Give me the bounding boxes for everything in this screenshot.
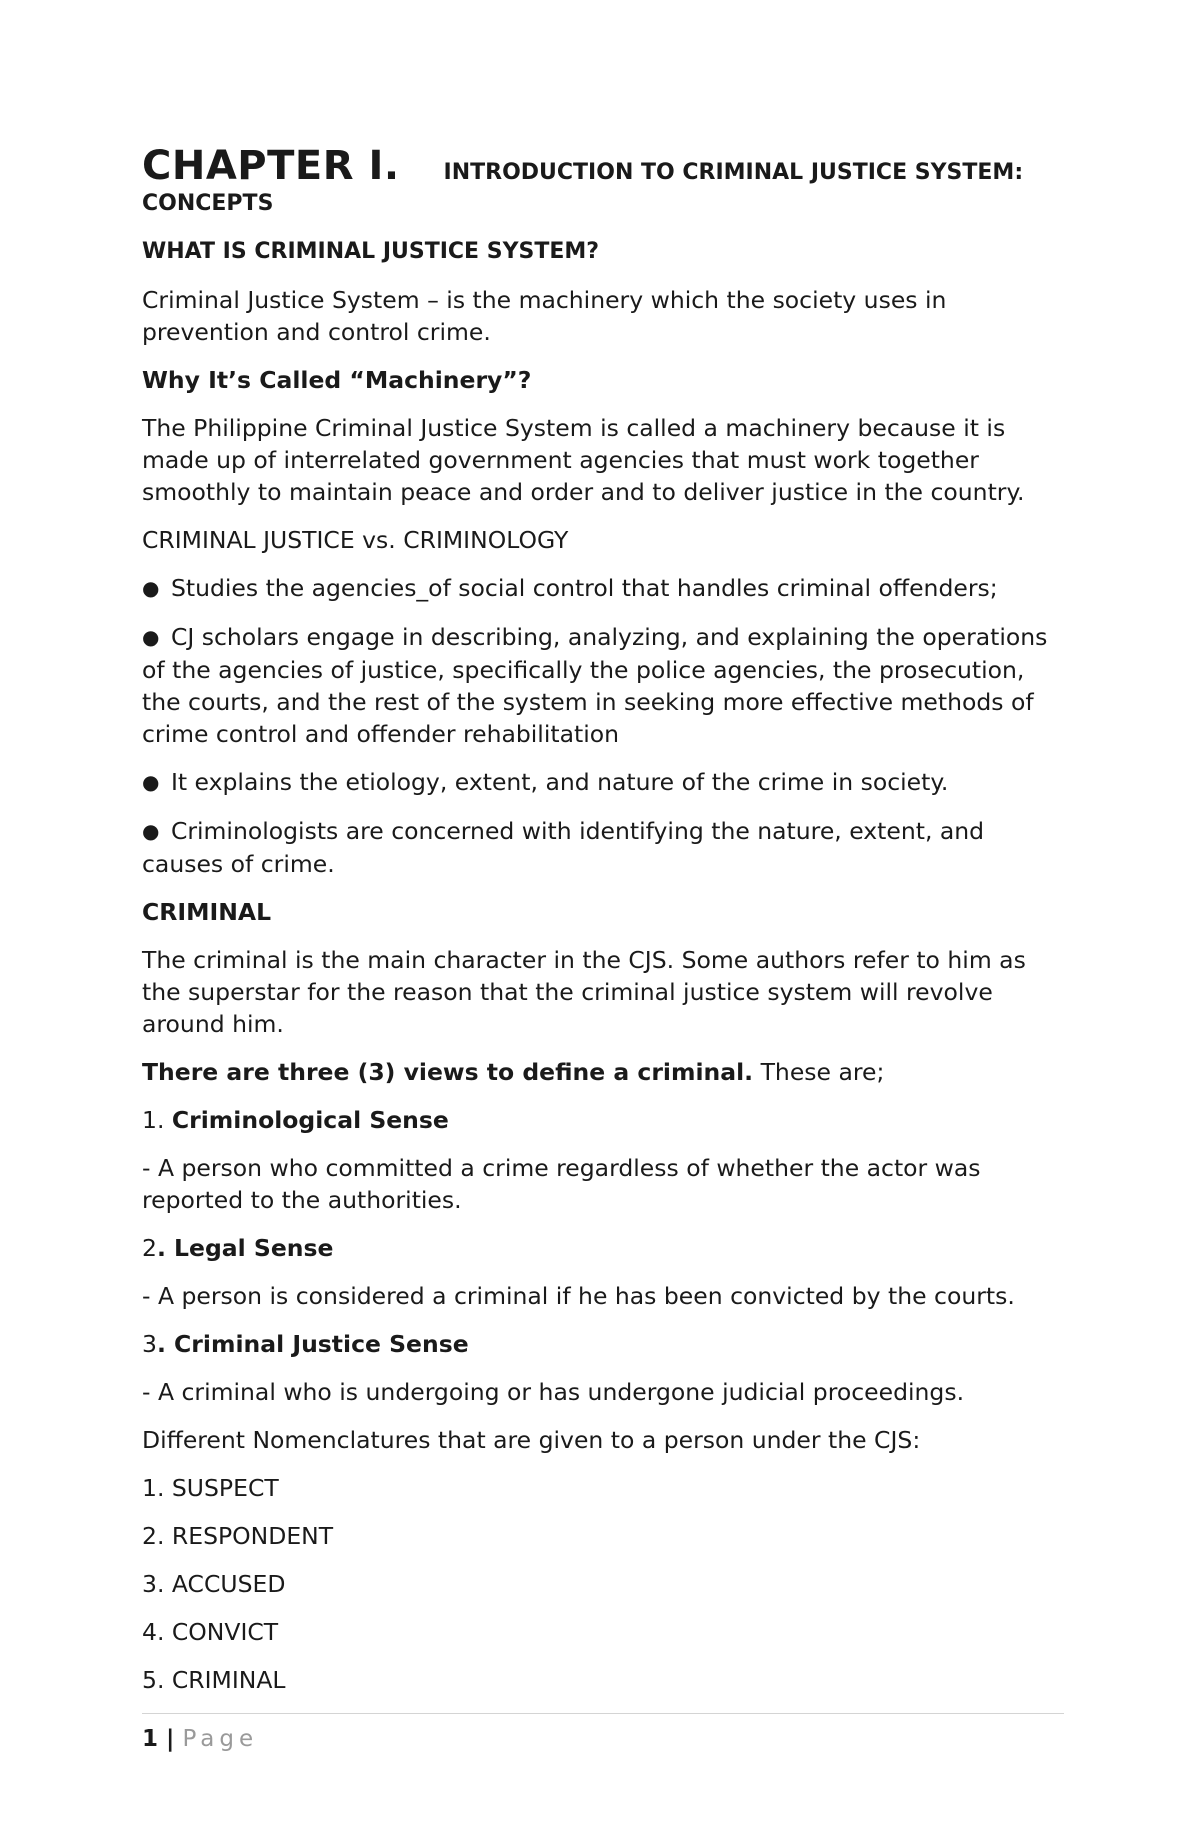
views-intro [142,1056,1064,1088]
page-word: Page [182,1726,259,1752]
bullet-item [142,621,1064,750]
view-title [142,1232,1064,1264]
views-intro-bold: There are three (3) views to define a criminal. [142,1058,754,1086]
bullet-item [142,815,1064,880]
page-separator: | [158,1726,183,1752]
page-footer [142,1713,1064,1752]
nomenclature-item: 5. CRIMINAL [142,1666,286,1694]
view-number: 1. [142,1106,172,1134]
nomenclature-item: 2. RESPONDENT [142,1522,334,1550]
view-description: - A criminal who is undergoing or has undergone judicial proceedings. [142,1378,965,1406]
section-heading-what-is: WHAT IS CRIMINAL JUSTICE SYSTEM? [142,239,600,264]
section-heading-why: Why It’s Called “Machinery”? [142,366,532,394]
nomenclature-item: 3. ACCUSED [142,1570,286,1598]
view-number: 3 [142,1330,157,1358]
cj-vs-criminology-heading: CRIMINAL JUSTICE vs. CRIMINOLOGY [142,526,569,554]
definition-paragraph: Criminal Justice System – is the machinery which the society uses in prevention and control crime. [142,286,947,346]
bullet-item [142,766,1064,799]
nomenclature-intro: Different Nomenclatures that are given to a person under the CJS: [142,1426,921,1454]
section-heading-criminal: CRIMINAL [142,898,272,926]
bullet-icon: ● [142,819,160,843]
bullet-icon: ● [142,625,160,649]
why-paragraph: The Philippine Criminal Justice System is called a machinery because it is made up of interrelated government agencies that must work together smoothly to maintain peace and order and to deliver justice in the country. [142,414,1025,506]
bullet-text: Criminologists are concerned with identifying the nature, extent, and causes of crime. [142,817,985,878]
bullet-text: CJ scholars engage in describing, analyzing, and explaining the operations of the agencies of justice, specifically the police agencies, the prosecution, the courts, and the rest of the system in seeking more effective methods of crime control and offender rehabilitation [142,623,1048,748]
page-footer-text [142,1724,258,1754]
bullet-text: It explains the etiology, extent, and nature of the crime in society. [170,768,949,796]
view-title [142,1328,1064,1360]
bullet-item [142,572,1064,605]
chapter-label: CHAPTER I. [142,143,400,189]
bullet-icon: ● [142,770,160,794]
chapter-title: INTRODUCTION TO CRIMINAL JUSTICE SYSTEM: [443,160,1024,185]
bullet-text: Studies the agencies_of social control that handles criminal offenders; [170,574,998,602]
view-description: - A person who committed a crime regardless of whether the actor was reported to the authorities. [142,1154,981,1214]
chapter-heading [142,142,1064,190]
document-page [142,142,1064,1712]
nomenclature-item: 1. SUSPECT [142,1474,279,1502]
chapter-subtitle: CONCEPTS [142,191,274,216]
bullet-icon: ● [142,576,160,600]
nomenclature-item: 4. CONVICT [142,1618,279,1646]
view-title [142,1104,1064,1136]
view-description: - A person is considered a criminal if he has been convicted by the courts. [142,1282,1015,1310]
views-intro-rest: These are; [753,1058,885,1086]
view-name: . Legal Sense [156,1234,334,1262]
view-name: Criminological Sense [171,1106,449,1134]
view-number: 2 [142,1234,157,1262]
view-name: . Criminal Justice Sense [156,1330,469,1358]
page-number: 1 [142,1726,159,1752]
criminal-paragraph: The criminal is the main character in the CJS. Some authors refer to him as the superstar for the reason that the criminal justice system will revolve around him. [142,946,1026,1038]
